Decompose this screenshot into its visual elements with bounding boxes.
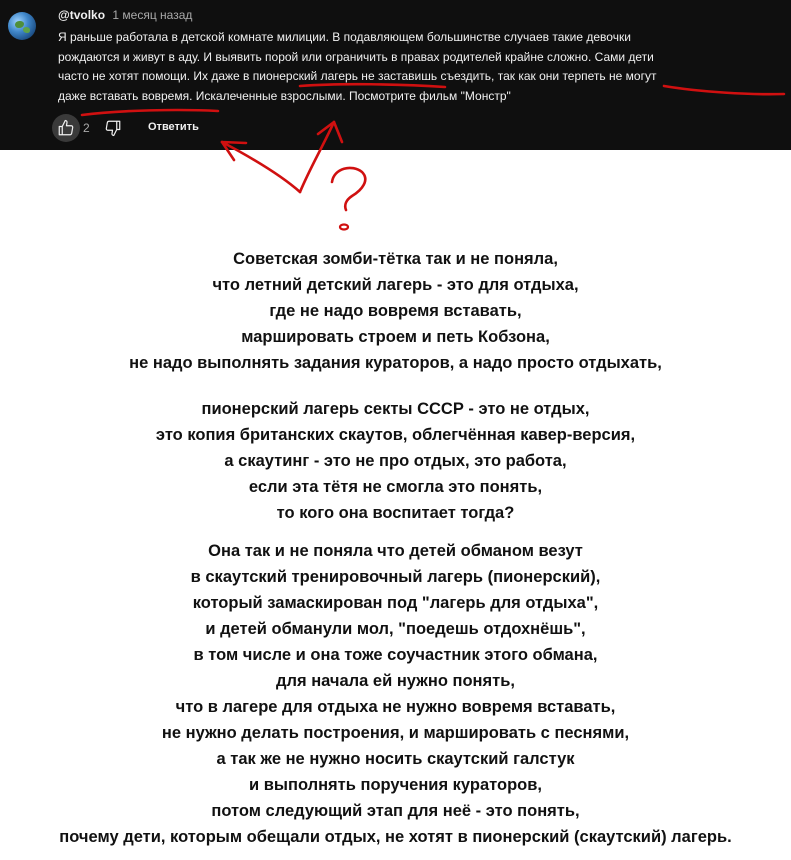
text-line: не нужно делать построения, и маршировать с песнями, — [161, 724, 630, 742]
text-line: не надо выполнять задания кураторов, а надо просто отдыхать, — [129, 354, 662, 372]
text-line: если эта тётя не смогла это понять, — [248, 478, 543, 496]
reply-button[interactable]: Ответить — [148, 121, 199, 133]
text-line: и детей обманули мол, "поедешь отдохнёшь", — [205, 620, 586, 638]
dislike-button[interactable] — [102, 117, 124, 139]
text-line: в скаутский тренировочный лагерь (пионерский), — [190, 568, 601, 586]
text-line: что летний детский лагерь - это для отдыха, — [212, 276, 579, 294]
text-line: что в лагере для отдыха не нужно вовремя вставать, — [175, 698, 616, 716]
like-count: 2 — [83, 121, 90, 135]
comment-line: рождаются и живут в аду. И выявить порой или ограничить в правах родителей крайне сложно. Сами дети — [58, 49, 654, 64]
text-line: почему дети, которым обещали отдых, не хотят в пионерский (скаутский) лагерь. — [59, 828, 732, 846]
text-line: пионерский лагерь секты СССР - это не отдых, — [201, 400, 590, 418]
question-dot — [340, 225, 348, 230]
avatar[interactable] — [8, 12, 36, 40]
text-line: Советская зомби-тётка так и не поняла, — [233, 250, 558, 268]
text-line: потом следующий этап для неё - это понять, — [211, 802, 580, 820]
text-line: а так же не нужно носить скаутский галстук — [216, 750, 575, 768]
text-line: Она так и не поняла что детей обманом везут — [208, 542, 583, 560]
text-line: и выполнять поручения кураторов, — [249, 776, 542, 794]
text-line: в том числе и она тоже соучастник этого обмана, — [193, 646, 598, 664]
comment-panel — [0, 0, 791, 150]
text-line: это копия британских скаутов, облегчённая кавер-версия, — [155, 426, 636, 444]
comment-time[interactable]: 1 месяц назад — [112, 8, 193, 22]
thumb-up-icon — [57, 119, 75, 137]
comment-line: Я раньше работала в детской комнате милиции. В подавляющем большинстве случаев такие девочки — [58, 30, 631, 44]
text-line: где не надо вовремя вставать, — [269, 302, 522, 320]
comment-line: даже вставать вовремя. Искалеченные взрослыми. Посмотрите фильм "Монстр" — [58, 88, 511, 103]
thumb-down-icon — [104, 119, 122, 137]
question-mark-icon — [332, 168, 365, 210]
comment-header — [58, 8, 192, 22]
text-line: маршировать строем и петь Кобзона, — [241, 328, 550, 346]
author-name[interactable]: @tvolko — [58, 8, 106, 22]
text-line: который замаскирован под "лагерь для отдыха", — [192, 594, 599, 612]
comment-line: часто не хотят помощи. Их даже в пионерский лагерь не заставишь съездить, так как они терпеть не могут — [58, 69, 657, 83]
like-button[interactable] — [52, 114, 80, 142]
text-line: то кого она воспитает тогда? — [276, 504, 515, 522]
text-line: а скаутинг - это не про отдых, это работа, — [224, 452, 567, 470]
comment-text — [58, 28, 778, 106]
text-line: для начала ей нужно понять, — [276, 672, 515, 690]
